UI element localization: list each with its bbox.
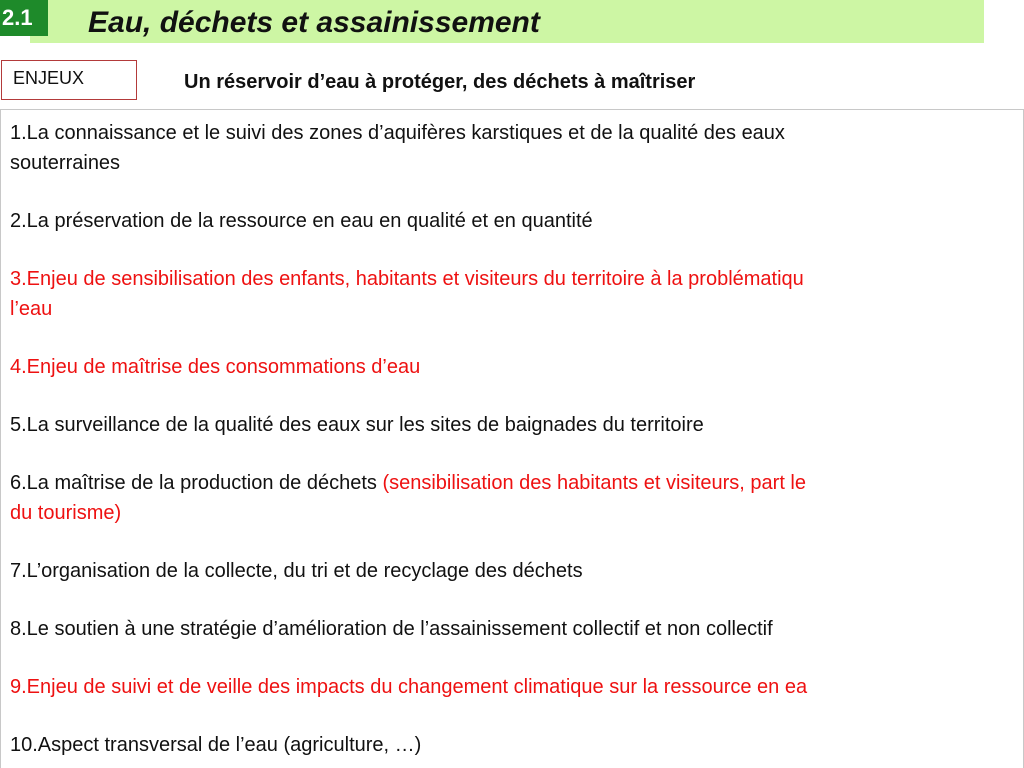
issues-list — [10, 118, 1024, 768]
issue-1-line-2: souterraines — [10, 152, 121, 174]
section-number-badge: 2.1 — [0, 0, 48, 36]
issue-6-line-1-red: (sensibilisation des habitants et visiteurs, part le — [382, 472, 806, 494]
issue-item-4 — [10, 352, 1024, 382]
issue-item-10 — [10, 730, 1024, 760]
slide-title: Eau, déchets et assainissement — [88, 6, 540, 39]
issue-3-line-1: 3.Enjeu de sensibilisation des enfants, habitants et visiteurs du territoire à la problématiqu — [10, 268, 804, 290]
issue-10-text: 10.Aspect transversal de l’eau (agriculture, …) — [10, 734, 422, 756]
slide-subtitle: Un réservoir d’eau à protéger, des déchets à maîtriser — [184, 71, 696, 93]
issue-item-1 — [10, 118, 1024, 178]
issue-6-line-2-red: du tourisme) — [10, 502, 122, 524]
issue-item-7 — [10, 556, 1024, 586]
enjeux-label-box: ENJEUX — [1, 60, 137, 100]
issue-3-line-2: l’eau — [10, 298, 53, 320]
issue-4-text: 4.Enjeu de maîtrise des consommations d’eau — [10, 356, 421, 378]
issue-6-line-1-black: 6.La maîtrise de la production de déchets — [10, 472, 383, 494]
issue-item-6 — [10, 468, 1024, 528]
issue-2-text: 2.La préservation de la ressource en eau en qualité et en quantité — [10, 210, 593, 232]
issue-item-2 — [10, 206, 1024, 236]
issue-item-9 — [10, 672, 1024, 702]
issue-9-text: 9.Enjeu de suivi et de veille des impacts du changement climatique sur la ressource en ea — [10, 676, 808, 698]
issue-item-3 — [10, 264, 1024, 324]
issue-5-text: 5.La surveillance de la qualité des eaux sur les sites de baignades du territoire — [10, 414, 704, 436]
issue-1-line-1: 1.La connaissance et le suivi des zones d’aquifères karstiques et de la qualité des eaux — [10, 122, 785, 144]
issue-7-text: 7.L’organisation de la collecte, du tri et de recyclage des déchets — [10, 560, 583, 582]
issue-item-5 — [10, 410, 1024, 440]
issue-item-8 — [10, 614, 1024, 644]
issue-8-text: 8.Le soutien à une stratégie d’amélioration de l’assainissement collectif et non collectif — [10, 618, 773, 640]
